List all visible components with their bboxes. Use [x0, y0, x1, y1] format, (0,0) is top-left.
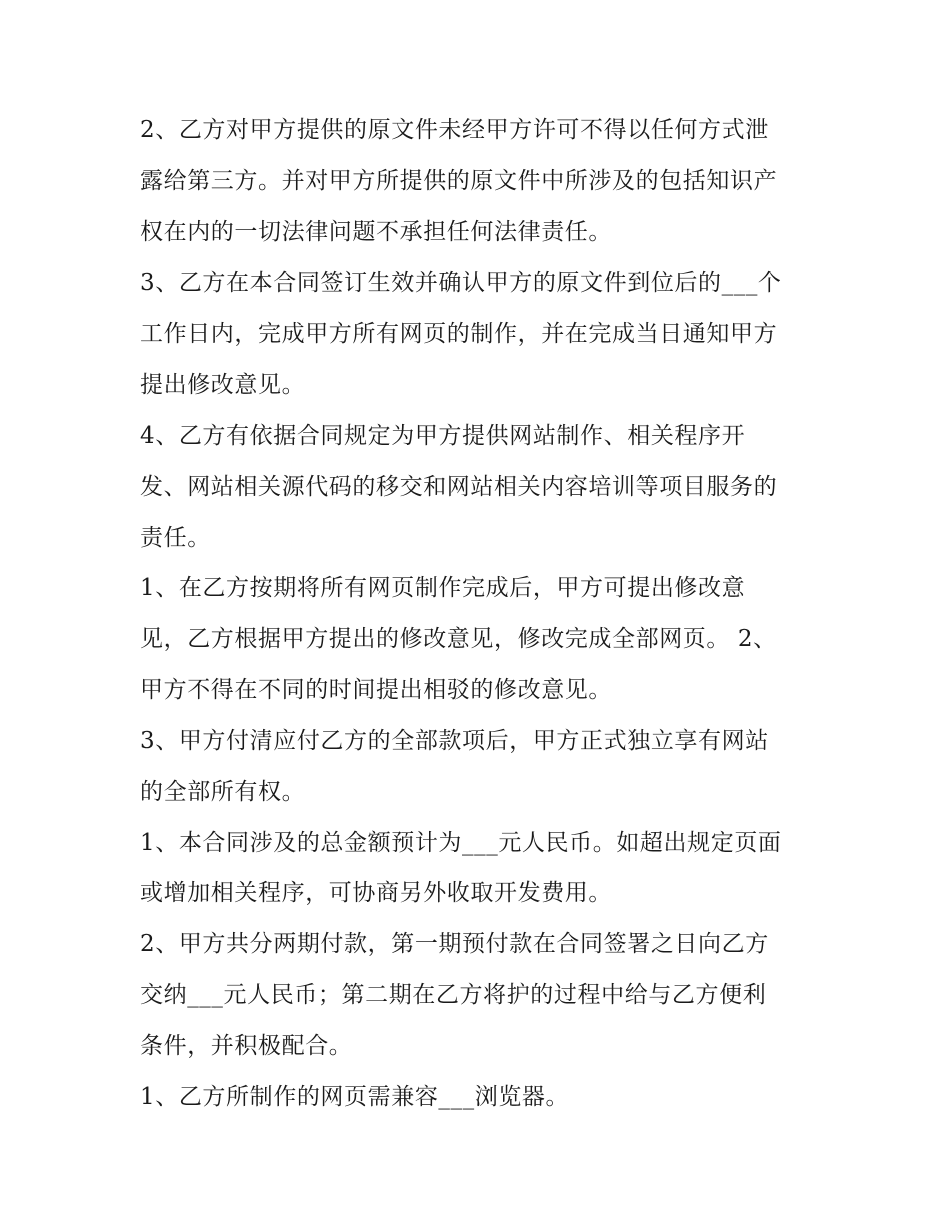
text-line: 提出修改意见。 [140, 372, 306, 398]
text-line: 责任。 [140, 525, 211, 551]
text-line: 工作日内，完成甲方所有网页的制作，并在完成当日通知甲方 [140, 321, 778, 347]
text-line: 的全部所有权。 [140, 779, 306, 805]
text-line: 1、在乙方按期将所有网页制作完成后，甲方可提出修改意 [140, 575, 746, 601]
text-line: 2、乙方对甲方提供的原文件未经甲方许可不得以任何方式泄 [140, 117, 769, 143]
text-line: 条件，并积极配合。 [140, 1033, 353, 1059]
text-line: 3、甲方付清应付乙方的全部款项后，甲方正式独立享有网站 [140, 728, 769, 754]
text-line: 甲方不得在不同的时间提出相驳的修改意见。 [140, 677, 612, 703]
text-line: 4、乙方有依据合同规定为甲方提供网站制作、相关程序开 [140, 423, 746, 449]
text-line: 3、乙方在本合同签订生效并确认甲方的原文件到位后的___个 [140, 270, 782, 296]
text-line: 露给第三方。并对甲方所提供的原文件中所涉及的包括知识产 [140, 168, 778, 194]
text-line: 发、网站相关源代码的移交和网站相关内容培训等项目服务的 [140, 474, 778, 500]
text-line: 见，乙方根据甲方提出的修改意见，修改完成全部网页。 2、 [140, 626, 777, 652]
text-line: 或增加相关程序，可协商另外收取开发费用。 [140, 880, 612, 906]
text-line: 1、乙方所制作的网页需兼容___浏览器。 [140, 1084, 570, 1110]
text-line: 2、甲方共分两期付款，第一期预付款在合同签署之日向乙方 [140, 931, 769, 957]
text-line: 交纳___元人民币；第二期在乙方将护的过程中给与乙方便利 [140, 982, 767, 1008]
text-line: 1、本合同涉及的总金额预计为___元人民币。如超出规定页面 [140, 830, 782, 856]
text-line: 权在内的一切法律问题不承担任何法律责任。 [140, 219, 612, 245]
